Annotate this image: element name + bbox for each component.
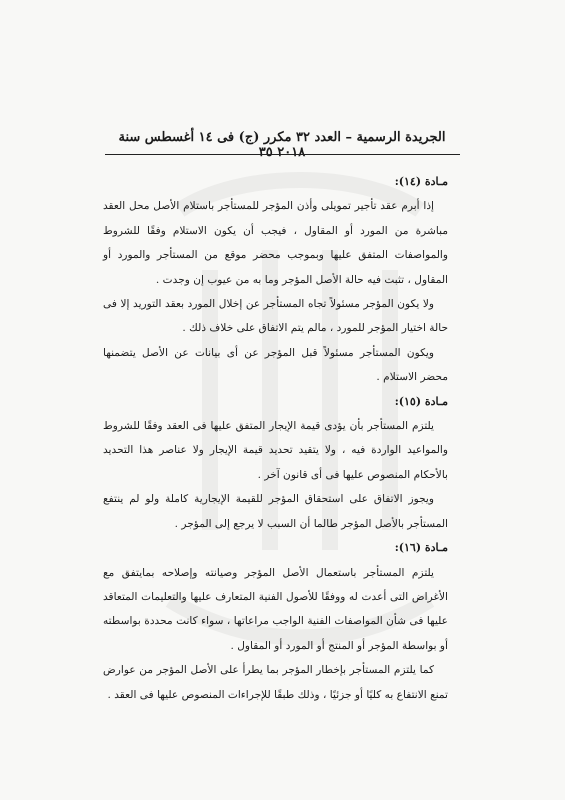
article-14-title: مـادة (١٤): [394,175,448,188]
article-14-paragraph-2: ولا يكون المؤجر مسئولاً تجاه المستأجر عن إخلال المورد بعقد التوريد إلا فى حالة اختيار المؤجر للمورد ، مالم يتم الاتفاق على خلاف ذلك . [103,298,448,335]
document-body [103,170,448,707]
article-14-paragraph-1: إذا أبرم عقد تأجير تمويلى وأذن المؤجر للمستأجر باستلام الأصل محل العقد مباشرة من المورد أو المقاول ، فيجب أن يكون الاستلام وفقًا للشروط والمواصفات المتفق عليها وبموجب محضر موقع من المستأجر والمورد أو المقاول ، تثبت فيه حالة الأصل المؤجر وما به من عيوب إن وجدت . [103,200,448,286]
header-divider [105,154,460,155]
article-14-paragraph-3: ويكون المستأجر مسئولاً قبل المؤجر عن أى بيانات عن الأصل يتضمنها محضر الاستلام . [103,346,448,384]
article-16-paragraph-1: يلتزم المستأجر باستعمال الأصل المؤجر وصيانته وإصلاحه بمايتفق مع الأغراض التى أعدت له ووفقًا للأصول الفنية المتعارف عليها والتعليمات المتعاقد عليها فى شأن المواصفات الفنية الواجب مراعاتها ، سواء كانت محددة بواسطته أو بواسطة المؤجر أو المنتج أو المورد أو المقاول . [103,566,448,652]
article-15-paragraph-2: ويجوز الاتفاق على استحقاق المؤجر للقيمة الإيجارية كاملة ولو لم ينتفع المستأجر بالأصل المؤجر طالما أن السبب لا يرجع إلى المؤجر . [103,493,448,530]
article-15-title: مـادة (١٥): [394,394,448,408]
article-16-paragraph-2: كما يلتزم المستأجر بإخطار المؤجر بما يطرأ على الأصل المؤجر من عوارض تمنع الانتفاع به كليًا أو جزئيًا ، وذلك طبقًا للإجراءات المنصوص عليها فى العقد . [103,664,448,701]
article-16-title: مـادة (١٦): [394,541,448,555]
article-15-paragraph-1: يلتزم المستأجر بأن يؤدى قيمة الإيجار المتفق عليها فى العقد وفقًا للشروط والمواعيد الواردة فيه ، ولا يتقيد تحديد قيمة الإيجار ولا عناصر هذا التحديد بالأحكام المنصوص عليها فى أى قانون آخر . [103,420,448,481]
running-header: الجريدة الرسمية – العدد ٣٢ مكرر (ج) فى ١٤ أغسطس سنة ٢٠١٨ ٣٥ [118,130,446,160]
